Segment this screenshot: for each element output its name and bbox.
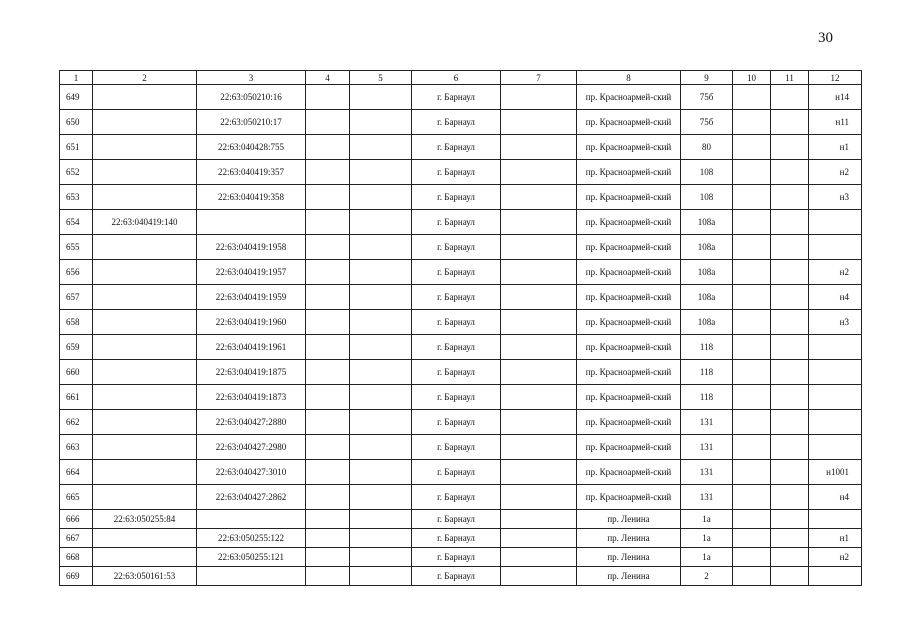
table-cell: г. Барнаул: [412, 160, 501, 185]
table-cell: [306, 335, 350, 360]
table-cell: [501, 335, 577, 360]
table-cell: [733, 567, 771, 586]
table-cell: [93, 385, 197, 410]
table-cell: 22:63:040428:755: [197, 135, 306, 160]
table-cell: [350, 385, 412, 410]
table-cell: н2: [809, 160, 862, 185]
table-cell: пр. Ленина: [577, 567, 681, 586]
table-cell: [501, 510, 577, 529]
table-cell: [733, 485, 771, 510]
table-cell: [733, 548, 771, 567]
table-cell: 22:63:040419:1957: [197, 260, 306, 285]
table-cell: [501, 185, 577, 210]
table-cell: 108а: [681, 310, 733, 335]
table-cell: пр. Ленина: [577, 548, 681, 567]
column-header: 5: [350, 71, 412, 85]
table-cell: [809, 410, 862, 435]
table-cell: 667: [60, 529, 93, 548]
table-cell: [93, 529, 197, 548]
table-cell: [771, 310, 809, 335]
table-cell: [733, 185, 771, 210]
table-cell: [93, 160, 197, 185]
table-cell: пр. Ленина: [577, 510, 681, 529]
table-cell: [93, 410, 197, 435]
table-cell: [350, 260, 412, 285]
table-cell: н1: [809, 529, 862, 548]
table-cell: 665: [60, 485, 93, 510]
table-cell: [733, 460, 771, 485]
table-cell: [197, 510, 306, 529]
table-cell: [733, 235, 771, 260]
table-cell: [306, 260, 350, 285]
table-cell: пр. Красноармей-ский: [577, 310, 681, 335]
table-cell: 22:63:040427:3010: [197, 460, 306, 485]
table-cell: [501, 110, 577, 135]
table-cell: н4: [809, 485, 862, 510]
table-cell: [93, 548, 197, 567]
table-cell: [771, 460, 809, 485]
table-cell: 651: [60, 135, 93, 160]
table-cell: [350, 85, 412, 110]
table-cell: [809, 210, 862, 235]
table-cell: 22:63:040419:1873: [197, 385, 306, 410]
table-cell: [809, 360, 862, 385]
table-cell: [501, 435, 577, 460]
table-cell: [501, 285, 577, 310]
table-cell: 108а: [681, 210, 733, 235]
table-cell: [733, 529, 771, 548]
table-cell: [771, 529, 809, 548]
table-cell: [93, 235, 197, 260]
table-cell: н3: [809, 310, 862, 335]
table-row: [60, 335, 862, 360]
table-cell: [350, 135, 412, 160]
table-cell: [306, 210, 350, 235]
column-header: 7: [501, 71, 577, 85]
table-cell: 108а: [681, 235, 733, 260]
table-row: [60, 210, 862, 235]
table-cell: [93, 335, 197, 360]
table-cell: [501, 260, 577, 285]
table-row: [60, 567, 862, 586]
table-cell: 22:63:050255:122: [197, 529, 306, 548]
table-cell: [809, 567, 862, 586]
table-cell: [306, 285, 350, 310]
table-cell: [501, 210, 577, 235]
table-cell: [733, 160, 771, 185]
table-cell: н11: [809, 110, 862, 135]
column-header: 6: [412, 71, 501, 85]
table-cell: 22:63:040419:1961: [197, 335, 306, 360]
table-cell: г. Барнаул: [412, 460, 501, 485]
table-cell: 660: [60, 360, 93, 385]
table-cell: [501, 235, 577, 260]
table-cell: [306, 160, 350, 185]
table-cell: [771, 135, 809, 160]
table-cell: 80: [681, 135, 733, 160]
table-cell: [93, 185, 197, 210]
table-cell: 22:63:040419:1875: [197, 360, 306, 385]
table-cell: г. Барнаул: [412, 435, 501, 460]
table-cell: [501, 310, 577, 335]
table-cell: [771, 210, 809, 235]
table-cell: [733, 110, 771, 135]
table-row: [60, 185, 862, 210]
table-cell: 22:63:050210:17: [197, 110, 306, 135]
table-cell: 108а: [681, 260, 733, 285]
table-cell: [733, 335, 771, 360]
table-cell: [93, 110, 197, 135]
table-cell: н4: [809, 285, 862, 310]
table-cell: [771, 485, 809, 510]
table-cell: [733, 210, 771, 235]
table-cell: 2: [681, 567, 733, 586]
table-cell: [771, 385, 809, 410]
table-cell: [350, 235, 412, 260]
table-cell: 108: [681, 185, 733, 210]
table-cell: 663: [60, 435, 93, 460]
table-row: [60, 510, 862, 529]
table-cell: [771, 160, 809, 185]
column-header: 9: [681, 71, 733, 85]
table-cell: пр. Красноармей-ский: [577, 410, 681, 435]
table-cell: 22:63:040427:2980: [197, 435, 306, 460]
table-cell: [350, 285, 412, 310]
column-header: 1: [60, 71, 93, 85]
table-cell: 75б: [681, 110, 733, 135]
table-cell: [350, 485, 412, 510]
table-cell: [350, 310, 412, 335]
table-cell: г. Барнаул: [412, 485, 501, 510]
table-cell: 22:63:040419:1958: [197, 235, 306, 260]
column-header: 8: [577, 71, 681, 85]
table-cell: [771, 285, 809, 310]
table-cell: [809, 235, 862, 260]
table-cell: пр. Ленина: [577, 529, 681, 548]
table-cell: [501, 567, 577, 586]
table-cell: [771, 360, 809, 385]
table-cell: 1а: [681, 510, 733, 529]
table-cell: г. Барнаул: [412, 335, 501, 360]
table-cell: [809, 335, 862, 360]
table-cell: [501, 160, 577, 185]
table-cell: 1а: [681, 529, 733, 548]
table-cell: [306, 385, 350, 410]
table-cell: г. Барнаул: [412, 567, 501, 586]
table-cell: [350, 210, 412, 235]
column-header: 2: [93, 71, 197, 85]
table-row: [60, 529, 862, 548]
table-cell: [350, 460, 412, 485]
table-cell: [93, 135, 197, 160]
table-cell: 669: [60, 567, 93, 586]
table-cell: [771, 185, 809, 210]
table-cell: 653: [60, 185, 93, 210]
table-cell: пр. Красноармей-ский: [577, 435, 681, 460]
registry-table: [59, 70, 862, 586]
table-cell: [771, 548, 809, 567]
table-cell: 22:63:040419:140: [93, 210, 197, 235]
table-cell: [809, 510, 862, 529]
table-cell: [501, 385, 577, 410]
table-cell: [306, 185, 350, 210]
table-cell: [733, 410, 771, 435]
table-cell: [306, 548, 350, 567]
table-cell: г. Барнаул: [412, 548, 501, 567]
table-cell: [197, 210, 306, 235]
table-cell: г. Барнаул: [412, 385, 501, 410]
table-row: [60, 160, 862, 185]
table-cell: [93, 285, 197, 310]
table-cell: [733, 510, 771, 529]
table-row: [60, 135, 862, 160]
table-cell: 22:63:040427:2880: [197, 410, 306, 435]
table-cell: [306, 310, 350, 335]
table-cell: 108а: [681, 285, 733, 310]
table-cell: [733, 385, 771, 410]
table-cell: 22:63:040419:358: [197, 185, 306, 210]
table-cell: [93, 85, 197, 110]
table-cell: [771, 260, 809, 285]
table-cell: пр. Красноармей-ский: [577, 460, 681, 485]
table-cell: 652: [60, 160, 93, 185]
table-cell: г. Барнаул: [412, 529, 501, 548]
table-cell: [733, 285, 771, 310]
table-cell: [306, 410, 350, 435]
table-cell: [809, 435, 862, 460]
table-cell: 131: [681, 485, 733, 510]
header-row: [60, 71, 862, 85]
table-cell: 664: [60, 460, 93, 485]
table-row: [60, 85, 862, 110]
table-cell: 659: [60, 335, 93, 360]
table-cell: 649: [60, 85, 93, 110]
table-cell: [771, 567, 809, 586]
column-header: 4: [306, 71, 350, 85]
table-cell: [771, 435, 809, 460]
table-cell: [93, 460, 197, 485]
table-cell: [733, 135, 771, 160]
column-header: 11: [771, 71, 809, 85]
table-cell: н3: [809, 185, 862, 210]
table-cell: [306, 460, 350, 485]
table-row: [60, 385, 862, 410]
table-cell: н14: [809, 85, 862, 110]
table-cell: г. Барнаул: [412, 510, 501, 529]
table-cell: 22:63:050255:84: [93, 510, 197, 529]
table-cell: пр. Красноармей-ский: [577, 135, 681, 160]
table-cell: г. Барнаул: [412, 110, 501, 135]
table-cell: г. Барнаул: [412, 285, 501, 310]
table-cell: 662: [60, 410, 93, 435]
table-cell: [306, 135, 350, 160]
table-cell: [350, 335, 412, 360]
table-cell: [771, 410, 809, 435]
table-cell: 650: [60, 110, 93, 135]
table-cell: пр. Красноармей-ский: [577, 485, 681, 510]
table-cell: [733, 310, 771, 335]
table-cell: [306, 235, 350, 260]
table-cell: [771, 110, 809, 135]
table-cell: пр. Красноармей-ский: [577, 360, 681, 385]
table-cell: 22:63:050255:121: [197, 548, 306, 567]
table-cell: [306, 567, 350, 586]
table-cell: пр. Красноармей-ский: [577, 85, 681, 110]
table-row: [60, 110, 862, 135]
table-cell: 654: [60, 210, 93, 235]
table-cell: 22:63:040419:357: [197, 160, 306, 185]
table-row: [60, 460, 862, 485]
table-cell: 655: [60, 235, 93, 260]
table-cell: г. Барнаул: [412, 85, 501, 110]
table-row: [60, 485, 862, 510]
table-cell: [306, 485, 350, 510]
table-cell: [197, 567, 306, 586]
table-row: [60, 360, 862, 385]
table-cell: г. Барнаул: [412, 185, 501, 210]
table-cell: [350, 160, 412, 185]
table-cell: 131: [681, 410, 733, 435]
table-cell: н2: [809, 548, 862, 567]
table-cell: [733, 360, 771, 385]
table-row: [60, 285, 862, 310]
table-cell: 118: [681, 335, 733, 360]
table-cell: [501, 548, 577, 567]
table-cell: г. Барнаул: [412, 410, 501, 435]
table-cell: 108: [681, 160, 733, 185]
table-cell: [93, 435, 197, 460]
table-cell: [350, 435, 412, 460]
table-row: [60, 410, 862, 435]
table-cell: [733, 260, 771, 285]
table-cell: 22:63:040427:2862: [197, 485, 306, 510]
table-cell: [306, 110, 350, 135]
table-cell: пр. Красноармей-ский: [577, 385, 681, 410]
table-cell: 658: [60, 310, 93, 335]
column-header: 12: [809, 71, 862, 85]
table-cell: г. Барнаул: [412, 360, 501, 385]
table-cell: 656: [60, 260, 93, 285]
table-cell: [809, 385, 862, 410]
table-cell: [501, 410, 577, 435]
table-cell: [306, 529, 350, 548]
table-cell: н1: [809, 135, 862, 160]
table-cell: [350, 567, 412, 586]
table-cell: [350, 360, 412, 385]
table-cell: 22:63:040419:1959: [197, 285, 306, 310]
table-cell: 118: [681, 360, 733, 385]
table-row: [60, 310, 862, 335]
table-cell: пр. Красноармей-ский: [577, 285, 681, 310]
table-cell: пр. Красноармей-ский: [577, 260, 681, 285]
table-cell: [501, 85, 577, 110]
table-cell: [306, 510, 350, 529]
table-cell: [501, 485, 577, 510]
table-row: [60, 548, 862, 567]
table-cell: [350, 410, 412, 435]
table-cell: н1001: [809, 460, 862, 485]
table-cell: 1а: [681, 548, 733, 567]
table-cell: г. Барнаул: [412, 260, 501, 285]
table-cell: [93, 485, 197, 510]
table-cell: [771, 335, 809, 360]
table-cell: 661: [60, 385, 93, 410]
table-cell: г. Барнаул: [412, 135, 501, 160]
table-cell: [350, 510, 412, 529]
page-number: 30: [818, 30, 833, 46]
table-cell: [350, 110, 412, 135]
table-cell: пр. Красноармей-ский: [577, 160, 681, 185]
table-cell: пр. Красноармей-ский: [577, 235, 681, 260]
table-cell: [501, 529, 577, 548]
table-cell: [771, 235, 809, 260]
table-cell: [501, 135, 577, 160]
table-cell: 22:63:050161:53: [93, 567, 197, 586]
table-cell: [350, 529, 412, 548]
table-cell: пр. Красноармей-ский: [577, 335, 681, 360]
table-cell: пр. Красноармей-ский: [577, 110, 681, 135]
table-cell: [771, 85, 809, 110]
table-cell: [306, 360, 350, 385]
table-cell: 657: [60, 285, 93, 310]
table-cell: н2: [809, 260, 862, 285]
table-cell: [733, 435, 771, 460]
table-cell: 22:63:040419:1960: [197, 310, 306, 335]
table-cell: 666: [60, 510, 93, 529]
table-cell: г. Барнаул: [412, 310, 501, 335]
column-header: 10: [733, 71, 771, 85]
table-cell: [93, 360, 197, 385]
table-cell: [350, 548, 412, 567]
table-cell: [93, 310, 197, 335]
table-row: [60, 235, 862, 260]
table-cell: пр. Красноармей-ский: [577, 210, 681, 235]
table-cell: [771, 510, 809, 529]
table-cell: [733, 85, 771, 110]
table-cell: [350, 185, 412, 210]
table-cell: пр. Красноармей-ский: [577, 185, 681, 210]
table-cell: 668: [60, 548, 93, 567]
table-cell: г. Барнаул: [412, 235, 501, 260]
table-cell: 131: [681, 435, 733, 460]
table-cell: [306, 85, 350, 110]
table-cell: [93, 260, 197, 285]
table-cell: г. Барнаул: [412, 210, 501, 235]
table-row: [60, 435, 862, 460]
table-cell: 22:63:050210:16: [197, 85, 306, 110]
table-cell: 75б: [681, 85, 733, 110]
table-cell: 131: [681, 460, 733, 485]
column-header: 3: [197, 71, 306, 85]
table-row: [60, 260, 862, 285]
table-cell: [501, 360, 577, 385]
table-cell: 118: [681, 385, 733, 410]
table-cell: [501, 460, 577, 485]
table-cell: [306, 435, 350, 460]
